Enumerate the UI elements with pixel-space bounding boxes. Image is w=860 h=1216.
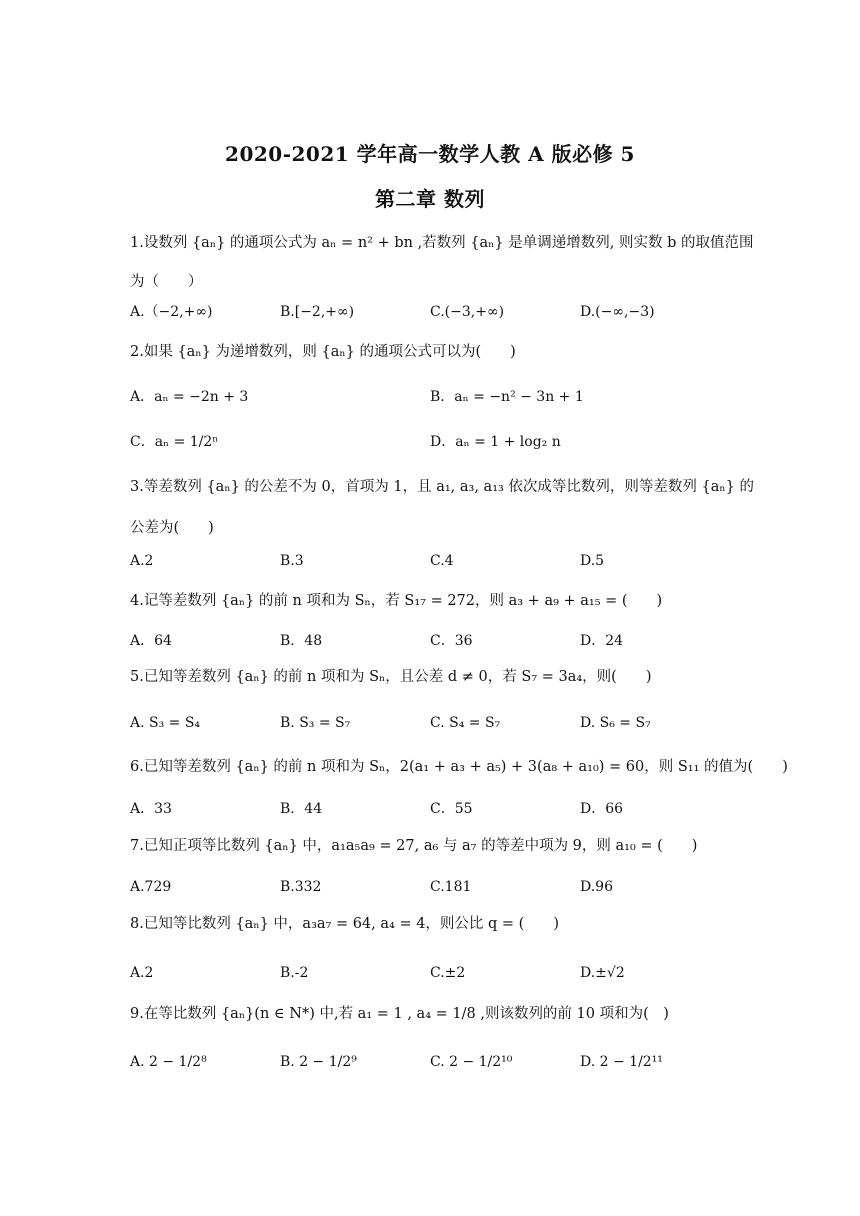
question-2-option-b: B．aₙ = −n² − 3n + 1 [430,389,584,405]
question-3-text: 3.等差数列 {aₙ} 的公差不为 0，首项为 1，且 a₁, a₃, a₁₃ 依次成等比数列，则等差数列 {aₙ} 的 [130,479,755,495]
question-7-text: 7.已知正项等比数列 {aₙ} 中，a₁a₅a₉ = 27, a₆ 与 a₇ 的等差中项为 9，则 a₁₀ = ( ) [130,838,698,854]
question-2-option-a: A．aₙ = −2n + 3 [130,389,249,405]
question-8-option-c: C.±2 [430,965,466,981]
question-6-option-a: A．33 [130,801,172,817]
question-4-option-a: A．64 [130,633,172,649]
question-1-text: 1.设数列 {aₙ} 的通项公式为 aₙ = n² + bn ,若数列 {aₙ} 是单调递增数列, 则实数 b 的取值范围 [130,235,754,251]
question-6-option-c: C．55 [430,801,473,817]
question-1-option-b: B.[−2,+∞) [280,304,355,320]
question-9-option-d: D. 2 − 1/2¹¹ [580,1054,663,1070]
question-4-text: 4.记等差数列 {aₙ} 的前 n 项和为 Sₙ，若 S₁₇ = 272，则 a₃ + a₉ + a₁₅ = ( ) [130,593,663,609]
question-1-option-c: C.(−3,+∞) [430,304,505,320]
question-9-text: 9.在等比数列 {aₙ}(n ∈ N*) 中,若 a₁ = 1 , a₄ = 1/8 ,则该数列的前 10 项和为( ) [130,1006,669,1022]
question-5-option-d: D. S₆ = S₇ [580,715,651,731]
chapter-title: 第二章 数列 [375,187,485,211]
question-8-text: 8.已知等比数列 {aₙ} 中，a₃a₇ = 64, a₄ = 4，则公比 q = ( ) [130,916,559,932]
question-8-option-b: B.-2 [280,965,309,981]
document-title: 2020-2021 学年高一数学人教 A 版必修 5 [225,142,635,166]
question-3-option-a: A.2 [130,553,154,569]
question-1-option-a: A.（−2,+∞) [130,304,213,320]
question-6-option-b: B．44 [280,801,323,817]
question-8-option-d: D.±√2 [580,965,625,981]
question-4-option-b: B．48 [280,633,323,649]
question-2-text: 2.如果 {aₙ} 为递增数列，则 {aₙ} 的通项公式可以为( ) [130,344,516,360]
question-4-option-c: C．36 [430,633,473,649]
question-6-option-d: D．66 [580,801,624,817]
question-3-option-c: C.4 [430,553,454,569]
question-1-option-d: D.(−∞,−3) [580,304,655,320]
question-9-option-b: B. 2 − 1/2⁹ [280,1054,357,1070]
question-2-option-c: C．aₙ = 1/2ⁿ [130,434,219,450]
question-9-option-c: C. 2 − 1/2¹⁰ [430,1054,513,1070]
question-7-option-a: A.729 [130,879,172,895]
question-1-text-cont: 为（ ） [130,274,203,290]
question-7-option-b: B.332 [280,879,322,895]
question-5-option-b: B. S₃ = S₇ [280,715,351,731]
question-7-option-c: C.181 [430,879,472,895]
question-8-option-a: A.2 [130,965,154,981]
question-4-option-d: D．24 [580,633,624,649]
question-3-option-b: B.3 [280,553,304,569]
question-9-option-a: A. 2 − 1/2⁸ [130,1054,207,1070]
question-5-text: 5.已知等差数列 {aₙ} 的前 n 项和为 Sₙ，且公差 d ≠ 0，若 S₇ = 3a₄，则( ) [130,669,652,685]
question-7-option-d: D.96 [580,879,613,895]
question-3-option-d: D.5 [580,553,605,569]
question-5-option-c: C. S₄ = S₇ [430,715,501,731]
question-3-text-cont: 公差为( ) [130,520,214,536]
question-6-text: 6.已知等差数列 {aₙ} 的前 n 项和为 Sₙ，2(a₁ + a₃ + a₅) + 3(a₈ + a₁₀) = 60，则 S₁₁ 的值为( ) [130,759,788,775]
question-2-option-d: D．aₙ = 1 + log₂ n [430,434,561,450]
question-5-option-a: A. S₃ = S₄ [130,715,201,731]
